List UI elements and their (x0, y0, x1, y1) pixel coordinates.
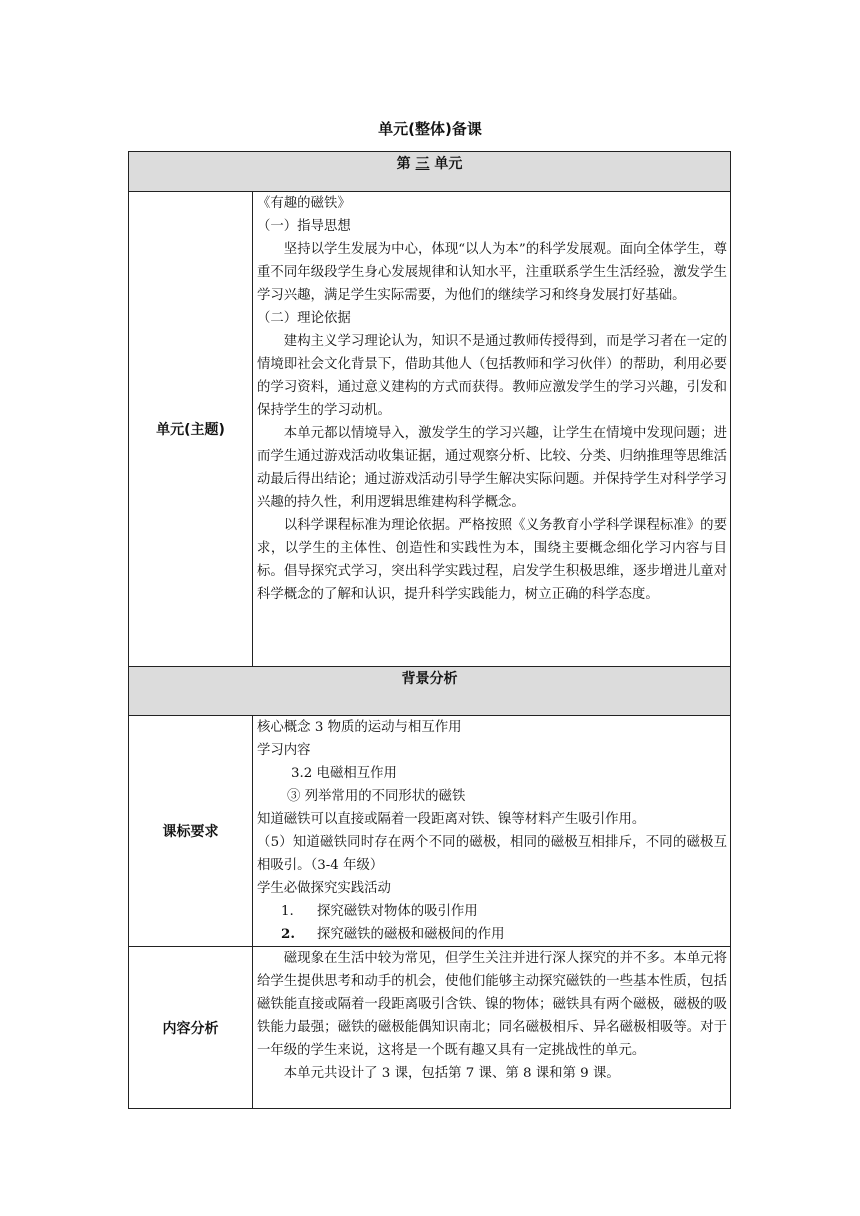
paragraph-lesson-count: 本单元共设计了 3 课，包括第 7 课、第 8 课和第 9 课。 (283, 1066, 620, 1081)
unit-theme-label: 单元(主题) (129, 192, 253, 667)
unit-header-pre: 第 (396, 156, 411, 172)
activity-item (257, 923, 727, 946)
paragraph-constructivism: 建构主义学习理论认为，知识不是通过教师传授得到，而是学习者在一定的情境即社会文化背景下，借助其他人（包括教师和学习伙伴）的帮助，利用必要的学习资料，通过意义建构的方式而获得。教师应激发学生的学习兴趣，引发和保持学生的学习动机。 (257, 334, 727, 418)
activity-number: 1. (281, 904, 294, 919)
heading-theoretical-basis: （二）理论依据 (257, 311, 351, 326)
curriculum-requirements-content (253, 716, 731, 947)
activity-item (257, 900, 727, 923)
background-header-row (129, 667, 731, 716)
unit-header-row (129, 152, 731, 192)
document-title: 单元(整体)备课 (378, 120, 482, 138)
content-analysis-content (253, 947, 731, 1109)
curriculum-requirements-row (129, 716, 731, 947)
paragraph-content-analysis: 磁现象在生活中较为常见，但学生关注并进行深人探究的并不多。本单元将给学生提供思考和动手的机会，使他们能够主动探究磁铁的一些基本性质，包括磁铁能直接或隔着一段距离吸引含铁、镍的物体；磁铁具有两个磁极，磁极的吸铁能力最强；磁铁的磁极能偶知识南北；同名磁极相斥、异名磁极相吸等。对于一年级的学生来说，这将是一个既有趣又具有一定挑战性的单元。 (257, 951, 727, 1058)
content-magnetic-poles: （5）知道磁铁同时存在两个不同的磁极，相同的磁极互相排斥，不同的磁极互相吸引。（3-4 年级） (257, 835, 727, 873)
background-header: 背景分析 (129, 667, 731, 716)
core-concept-line: 核心概念 3 物质的运动与相互作用 (257, 720, 462, 735)
unit-topic: 《有趣的磁铁》 (257, 196, 351, 211)
content-analysis-label: 内容分析 (129, 947, 253, 1109)
unit-number: 三 (415, 156, 430, 172)
content-item-3-2: 3.2 电磁相互作用 (291, 766, 397, 781)
unit-header (129, 152, 731, 192)
unit-theme-row (129, 192, 731, 667)
paragraph-guiding-ideology: 坚持以学生发展为中心，体现“以人为本”的科学发展观。面向全体学生，尊重不同年级段学生身心发展规律和认知水平，注重联系学生生活经验，激发学生学习兴趣，满足学生实际需要，为他们的继续学习和终身发展打好基础。 (257, 242, 727, 303)
curriculum-requirements-label: 课标要求 (129, 716, 253, 947)
lesson-plan-table (128, 151, 731, 1109)
content-analysis-row (129, 947, 731, 1109)
paragraph-situational-teaching: 本单元都以情境导入，激发学生的学习兴趣，让学生在情境中发现问题；进而学生通过游戏活动收集证据，通过观察分析、比较、分类、归纳推理等思维活动最后得出结论；通过游戏活动引导学生解决实际问题。并保持学生对科学学习兴趣的持久性，利用逻辑思维建构科学概念。 (257, 426, 727, 510)
required-activities-heading: 学生必做探究实践活动 (257, 881, 391, 896)
content-magnet-attraction: 知道磁铁可以直接或隔着一段距离对铁、镍等材料产生吸引作用。 (257, 812, 646, 827)
activity-text: 探究磁铁对物体的吸引作用 (317, 904, 478, 919)
unit-theme-content (253, 192, 731, 667)
heading-guiding-ideology: （一）指导思想 (257, 219, 351, 234)
content-item-magnet-shapes: ③ 列举常用的不同形状的磁铁 (287, 789, 466, 804)
paragraph-curriculum-standard: 以科学课程标准为理论依据。严格按照《义务教育小学科学课程标准》的要求，以学生的主体性、创造性和实践性为本，围绕主要概念细化学习内容与目标。倡导探究式学习，突出科学实践过程，启发学生积极思维，逐步增进儿童对科学概念的了解和认识，提升科学实践能力，树立正确的科学态度。 (257, 518, 727, 602)
unit-header-post: 单元 (434, 156, 463, 172)
activity-number: 2. (281, 926, 295, 942)
activity-text: 探究磁铁的磁极和磁极间的作用 (317, 927, 505, 942)
learning-content-line: 学习内容 (257, 743, 311, 758)
